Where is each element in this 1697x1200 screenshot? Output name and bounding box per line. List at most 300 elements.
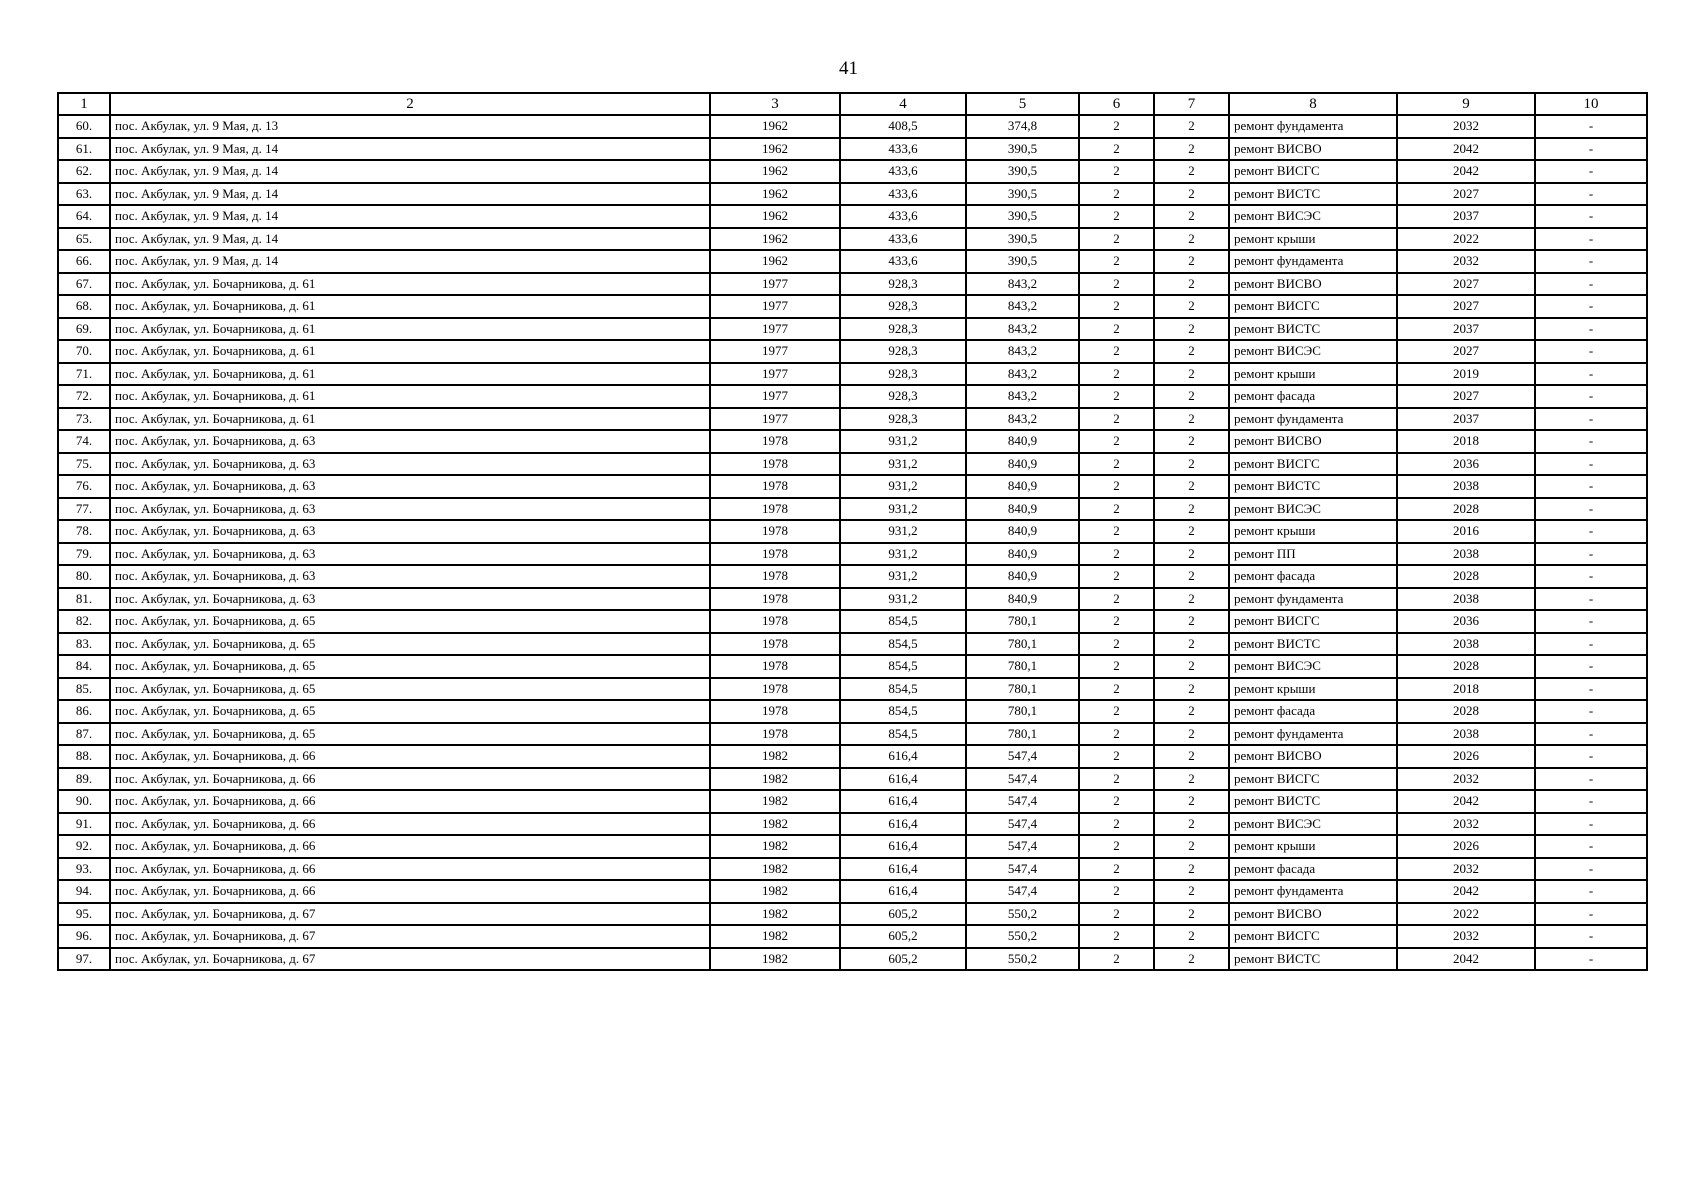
address-cell: пос. Акбулак, ул. Бочарникова, д. 65 bbox=[110, 723, 710, 746]
address-cell: пос. Акбулак, ул. Бочарникова, д. 66 bbox=[110, 813, 710, 836]
floors-cell: 2 bbox=[1079, 790, 1154, 813]
entrances-cell: 2 bbox=[1154, 723, 1229, 746]
address-cell: пос. Акбулак, ул. Бочарникова, д. 65 bbox=[110, 700, 710, 723]
entrances-cell: 2 bbox=[1154, 228, 1229, 251]
row-number-cell: 92. bbox=[58, 835, 110, 858]
page-number: 41 bbox=[839, 58, 858, 79]
floors-cell: 2 bbox=[1079, 430, 1154, 453]
note-cell: - bbox=[1535, 925, 1647, 948]
work-type-cell: ремонт фундамента bbox=[1229, 250, 1397, 273]
year-built-cell: 1978 bbox=[710, 475, 840, 498]
living-area-cell: 780,1 bbox=[966, 723, 1079, 746]
year-built-cell: 1982 bbox=[710, 903, 840, 926]
note-cell: - bbox=[1535, 408, 1647, 431]
year-built-cell: 1982 bbox=[710, 880, 840, 903]
work-type-cell: ремонт ВИСГС bbox=[1229, 453, 1397, 476]
table-row bbox=[58, 903, 1647, 926]
column-header: 5 bbox=[966, 93, 1079, 115]
note-cell: - bbox=[1535, 385, 1647, 408]
floors-cell: 2 bbox=[1079, 183, 1154, 206]
entrances-cell: 2 bbox=[1154, 633, 1229, 656]
living-area-cell: 547,4 bbox=[966, 835, 1079, 858]
work-type-cell: ремонт ВИСГС bbox=[1229, 925, 1397, 948]
table-row bbox=[58, 475, 1647, 498]
year-built-cell: 1977 bbox=[710, 408, 840, 431]
work-type-cell: ремонт фундамента bbox=[1229, 408, 1397, 431]
total-area-cell: 605,2 bbox=[840, 948, 966, 971]
total-area-cell: 931,2 bbox=[840, 520, 966, 543]
note-cell: - bbox=[1535, 768, 1647, 791]
row-number-cell: 73. bbox=[58, 408, 110, 431]
note-cell: - bbox=[1535, 790, 1647, 813]
floors-cell: 2 bbox=[1079, 475, 1154, 498]
entrances-cell: 2 bbox=[1154, 498, 1229, 521]
table-row bbox=[58, 565, 1647, 588]
table-row bbox=[58, 340, 1647, 363]
work-type-cell: ремонт крыши bbox=[1229, 363, 1397, 386]
entrances-cell: 2 bbox=[1154, 475, 1229, 498]
row-number-cell: 79. bbox=[58, 543, 110, 566]
year-built-cell: 1978 bbox=[710, 610, 840, 633]
floors-cell: 2 bbox=[1079, 205, 1154, 228]
note-cell: - bbox=[1535, 858, 1647, 881]
table-row bbox=[58, 768, 1647, 791]
table-row bbox=[58, 678, 1647, 701]
row-number-cell: 71. bbox=[58, 363, 110, 386]
work-type-cell: ремонт ПП bbox=[1229, 543, 1397, 566]
address-cell: пос. Акбулак, ул. Бочарникова, д. 63 bbox=[110, 520, 710, 543]
living-area-cell: 390,5 bbox=[966, 205, 1079, 228]
row-number-cell: 64. bbox=[58, 205, 110, 228]
address-cell: пос. Акбулак, ул. Бочарникова, д. 61 bbox=[110, 408, 710, 431]
row-number-cell: 91. bbox=[58, 813, 110, 836]
row-number-cell: 96. bbox=[58, 925, 110, 948]
row-number-cell: 94. bbox=[58, 880, 110, 903]
entrances-cell: 2 bbox=[1154, 295, 1229, 318]
total-area-cell: 616,4 bbox=[840, 880, 966, 903]
row-number-cell: 97. bbox=[58, 948, 110, 971]
total-area-cell: 433,6 bbox=[840, 205, 966, 228]
planned-year-cell: 2038 bbox=[1397, 475, 1535, 498]
address-cell: пос. Акбулак, ул. Бочарникова, д. 63 bbox=[110, 565, 710, 588]
note-cell: - bbox=[1535, 678, 1647, 701]
note-cell: - bbox=[1535, 205, 1647, 228]
floors-cell: 2 bbox=[1079, 520, 1154, 543]
column-header: 2 bbox=[110, 93, 710, 115]
living-area-cell: 780,1 bbox=[966, 700, 1079, 723]
table-row bbox=[58, 183, 1647, 206]
table-row bbox=[58, 273, 1647, 296]
floors-cell: 2 bbox=[1079, 363, 1154, 386]
table-row bbox=[58, 520, 1647, 543]
address-cell: пос. Акбулак, ул. 9 Мая, д. 14 bbox=[110, 138, 710, 161]
work-type-cell: ремонт крыши bbox=[1229, 835, 1397, 858]
total-area-cell: 931,2 bbox=[840, 543, 966, 566]
year-built-cell: 1978 bbox=[710, 700, 840, 723]
year-built-cell: 1977 bbox=[710, 340, 840, 363]
planned-year-cell: 2022 bbox=[1397, 228, 1535, 251]
row-number-cell: 65. bbox=[58, 228, 110, 251]
entrances-cell: 2 bbox=[1154, 745, 1229, 768]
total-area-cell: 928,3 bbox=[840, 273, 966, 296]
floors-cell: 2 bbox=[1079, 633, 1154, 656]
floors-cell: 2 bbox=[1079, 813, 1154, 836]
planned-year-cell: 2042 bbox=[1397, 948, 1535, 971]
planned-year-cell: 2037 bbox=[1397, 408, 1535, 431]
total-area-cell: 433,6 bbox=[840, 228, 966, 251]
entrances-cell: 2 bbox=[1154, 205, 1229, 228]
living-area-cell: 840,9 bbox=[966, 565, 1079, 588]
floors-cell: 2 bbox=[1079, 543, 1154, 566]
total-area-cell: 931,2 bbox=[840, 588, 966, 611]
address-cell: пос. Акбулак, ул. Бочарникова, д. 65 bbox=[110, 633, 710, 656]
note-cell: - bbox=[1535, 610, 1647, 633]
address-cell: пос. Акбулак, ул. Бочарникова, д. 66 bbox=[110, 790, 710, 813]
year-built-cell: 1962 bbox=[710, 115, 840, 138]
floors-cell: 2 bbox=[1079, 678, 1154, 701]
year-built-cell: 1982 bbox=[710, 925, 840, 948]
living-area-cell: 547,4 bbox=[966, 813, 1079, 836]
column-header: 7 bbox=[1154, 93, 1229, 115]
table-row bbox=[58, 385, 1647, 408]
table-row bbox=[58, 858, 1647, 881]
planned-year-cell: 2022 bbox=[1397, 903, 1535, 926]
living-area-cell: 780,1 bbox=[966, 678, 1079, 701]
total-area-cell: 931,2 bbox=[840, 453, 966, 476]
floors-cell: 2 bbox=[1079, 655, 1154, 678]
table-row bbox=[58, 745, 1647, 768]
planned-year-cell: 2036 bbox=[1397, 453, 1535, 476]
total-area-cell: 931,2 bbox=[840, 475, 966, 498]
work-type-cell: ремонт крыши bbox=[1229, 520, 1397, 543]
living-area-cell: 843,2 bbox=[966, 408, 1079, 431]
table-row bbox=[58, 250, 1647, 273]
planned-year-cell: 2042 bbox=[1397, 160, 1535, 183]
entrances-cell: 2 bbox=[1154, 273, 1229, 296]
row-number-cell: 82. bbox=[58, 610, 110, 633]
row-number-cell: 81. bbox=[58, 588, 110, 611]
row-number-cell: 77. bbox=[58, 498, 110, 521]
entrances-cell: 2 bbox=[1154, 318, 1229, 341]
floors-cell: 2 bbox=[1079, 160, 1154, 183]
planned-year-cell: 2027 bbox=[1397, 295, 1535, 318]
entrances-cell: 2 bbox=[1154, 520, 1229, 543]
table-row bbox=[58, 610, 1647, 633]
total-area-cell: 433,6 bbox=[840, 160, 966, 183]
address-cell: пос. Акбулак, ул. 9 Мая, д. 14 bbox=[110, 160, 710, 183]
work-type-cell: ремонт ВИСГС bbox=[1229, 160, 1397, 183]
table-row bbox=[58, 453, 1647, 476]
living-area-cell: 547,4 bbox=[966, 768, 1079, 791]
planned-year-cell: 2027 bbox=[1397, 183, 1535, 206]
floors-cell: 2 bbox=[1079, 318, 1154, 341]
year-built-cell: 1962 bbox=[710, 183, 840, 206]
address-cell: пос. Акбулак, ул. 9 Мая, д. 13 bbox=[110, 115, 710, 138]
planned-year-cell: 2038 bbox=[1397, 633, 1535, 656]
year-built-cell: 1978 bbox=[710, 565, 840, 588]
total-area-cell: 854,5 bbox=[840, 678, 966, 701]
table-row bbox=[58, 633, 1647, 656]
entrances-cell: 2 bbox=[1154, 835, 1229, 858]
total-area-cell: 854,5 bbox=[840, 610, 966, 633]
total-area-cell: 433,6 bbox=[840, 138, 966, 161]
row-number-cell: 84. bbox=[58, 655, 110, 678]
note-cell: - bbox=[1535, 565, 1647, 588]
planned-year-cell: 2032 bbox=[1397, 768, 1535, 791]
note-cell: - bbox=[1535, 363, 1647, 386]
table-row bbox=[58, 115, 1647, 138]
planned-year-cell: 2038 bbox=[1397, 723, 1535, 746]
work-type-cell: ремонт ВИСЭС bbox=[1229, 655, 1397, 678]
row-number-cell: 76. bbox=[58, 475, 110, 498]
year-built-cell: 1977 bbox=[710, 318, 840, 341]
entrances-cell: 2 bbox=[1154, 655, 1229, 678]
column-number-header-row bbox=[58, 93, 1647, 115]
total-area-cell: 605,2 bbox=[840, 925, 966, 948]
living-area-cell: 843,2 bbox=[966, 273, 1079, 296]
note-cell: - bbox=[1535, 453, 1647, 476]
address-cell: пос. Акбулак, ул. Бочарникова, д. 61 bbox=[110, 340, 710, 363]
total-area-cell: 616,4 bbox=[840, 768, 966, 791]
entrances-cell: 2 bbox=[1154, 430, 1229, 453]
row-number-cell: 86. bbox=[58, 700, 110, 723]
floors-cell: 2 bbox=[1079, 385, 1154, 408]
floors-cell: 2 bbox=[1079, 228, 1154, 251]
work-type-cell: ремонт фундамента bbox=[1229, 588, 1397, 611]
year-built-cell: 1978 bbox=[710, 520, 840, 543]
address-cell: пос. Акбулак, ул. Бочарникова, д. 61 bbox=[110, 295, 710, 318]
address-cell: пос. Акбулак, ул. Бочарникова, д. 66 bbox=[110, 835, 710, 858]
floors-cell: 2 bbox=[1079, 610, 1154, 633]
table-row bbox=[58, 723, 1647, 746]
planned-year-cell: 2036 bbox=[1397, 610, 1535, 633]
table-row bbox=[58, 880, 1647, 903]
total-area-cell: 928,3 bbox=[840, 363, 966, 386]
living-area-cell: 840,9 bbox=[966, 520, 1079, 543]
planned-year-cell: 2037 bbox=[1397, 205, 1535, 228]
planned-year-cell: 2027 bbox=[1397, 385, 1535, 408]
address-cell: пос. Акбулак, ул. 9 Мая, д. 14 bbox=[110, 205, 710, 228]
floors-cell: 2 bbox=[1079, 340, 1154, 363]
table-row bbox=[58, 295, 1647, 318]
planned-year-cell: 2038 bbox=[1397, 588, 1535, 611]
address-cell: пос. Акбулак, ул. Бочарникова, д. 61 bbox=[110, 318, 710, 341]
note-cell: - bbox=[1535, 835, 1647, 858]
column-header: 3 bbox=[710, 93, 840, 115]
table-row bbox=[58, 498, 1647, 521]
table-row bbox=[58, 700, 1647, 723]
address-cell: пос. Акбулак, ул. Бочарникова, д. 66 bbox=[110, 858, 710, 881]
entrances-cell: 2 bbox=[1154, 610, 1229, 633]
entrances-cell: 2 bbox=[1154, 948, 1229, 971]
address-cell: пос. Акбулак, ул. Бочарникова, д. 63 bbox=[110, 475, 710, 498]
total-area-cell: 931,2 bbox=[840, 430, 966, 453]
total-area-cell: 928,3 bbox=[840, 408, 966, 431]
year-built-cell: 1978 bbox=[710, 543, 840, 566]
note-cell: - bbox=[1535, 520, 1647, 543]
column-header: 6 bbox=[1079, 93, 1154, 115]
entrances-cell: 2 bbox=[1154, 565, 1229, 588]
entrances-cell: 2 bbox=[1154, 768, 1229, 791]
table-body bbox=[58, 115, 1647, 970]
entrances-cell: 2 bbox=[1154, 183, 1229, 206]
address-cell: пос. Акбулак, ул. Бочарникова, д. 66 bbox=[110, 768, 710, 791]
table-row bbox=[58, 655, 1647, 678]
column-header: 9 bbox=[1397, 93, 1535, 115]
entrances-cell: 2 bbox=[1154, 250, 1229, 273]
entrances-cell: 2 bbox=[1154, 588, 1229, 611]
planned-year-cell: 2028 bbox=[1397, 700, 1535, 723]
note-cell: - bbox=[1535, 273, 1647, 296]
planned-year-cell: 2027 bbox=[1397, 340, 1535, 363]
address-cell: пос. Акбулак, ул. Бочарникова, д. 61 bbox=[110, 273, 710, 296]
year-built-cell: 1978 bbox=[710, 453, 840, 476]
row-number-cell: 72. bbox=[58, 385, 110, 408]
address-cell: пос. Акбулак, ул. Бочарникова, д. 63 bbox=[110, 588, 710, 611]
year-built-cell: 1978 bbox=[710, 498, 840, 521]
planned-year-cell: 2018 bbox=[1397, 430, 1535, 453]
year-built-cell: 1962 bbox=[710, 205, 840, 228]
planned-year-cell: 2016 bbox=[1397, 520, 1535, 543]
work-type-cell: ремонт фасада bbox=[1229, 385, 1397, 408]
work-type-cell: ремонт ВИСТС bbox=[1229, 633, 1397, 656]
year-built-cell: 1978 bbox=[710, 723, 840, 746]
entrances-cell: 2 bbox=[1154, 700, 1229, 723]
table-row bbox=[58, 925, 1647, 948]
total-area-cell: 616,4 bbox=[840, 813, 966, 836]
note-cell: - bbox=[1535, 475, 1647, 498]
entrances-cell: 2 bbox=[1154, 408, 1229, 431]
year-built-cell: 1962 bbox=[710, 250, 840, 273]
living-area-cell: 840,9 bbox=[966, 498, 1079, 521]
planned-year-cell: 2019 bbox=[1397, 363, 1535, 386]
total-area-cell: 854,5 bbox=[840, 655, 966, 678]
planned-year-cell: 2032 bbox=[1397, 858, 1535, 881]
total-area-cell: 854,5 bbox=[840, 633, 966, 656]
living-area-cell: 390,5 bbox=[966, 183, 1079, 206]
work-type-cell: ремонт ВИСГС bbox=[1229, 295, 1397, 318]
living-area-cell: 843,2 bbox=[966, 295, 1079, 318]
floors-cell: 2 bbox=[1079, 880, 1154, 903]
living-area-cell: 780,1 bbox=[966, 633, 1079, 656]
total-area-cell: 854,5 bbox=[840, 700, 966, 723]
living-area-cell: 843,2 bbox=[966, 385, 1079, 408]
floors-cell: 2 bbox=[1079, 565, 1154, 588]
entrances-cell: 2 bbox=[1154, 880, 1229, 903]
work-type-cell: ремонт ВИСВО bbox=[1229, 273, 1397, 296]
work-type-cell: ремонт ВИСВО bbox=[1229, 903, 1397, 926]
living-area-cell: 550,2 bbox=[966, 948, 1079, 971]
table-row bbox=[58, 363, 1647, 386]
year-built-cell: 1982 bbox=[710, 790, 840, 813]
row-number-cell: 74. bbox=[58, 430, 110, 453]
living-area-cell: 840,9 bbox=[966, 453, 1079, 476]
row-number-cell: 68. bbox=[58, 295, 110, 318]
row-number-cell: 85. bbox=[58, 678, 110, 701]
work-type-cell: ремонт фундамента bbox=[1229, 723, 1397, 746]
floors-cell: 2 bbox=[1079, 115, 1154, 138]
row-number-cell: 61. bbox=[58, 138, 110, 161]
living-area-cell: 547,4 bbox=[966, 745, 1079, 768]
planned-year-cell: 2032 bbox=[1397, 813, 1535, 836]
year-built-cell: 1962 bbox=[710, 138, 840, 161]
total-area-cell: 616,4 bbox=[840, 835, 966, 858]
table-row bbox=[58, 835, 1647, 858]
living-area-cell: 780,1 bbox=[966, 655, 1079, 678]
entrances-cell: 2 bbox=[1154, 363, 1229, 386]
table-row bbox=[58, 813, 1647, 836]
address-cell: пос. Акбулак, ул. Бочарникова, д. 65 bbox=[110, 678, 710, 701]
note-cell: - bbox=[1535, 588, 1647, 611]
row-number-cell: 90. bbox=[58, 790, 110, 813]
address-cell: пос. Акбулак, ул. 9 Мая, д. 14 bbox=[110, 183, 710, 206]
work-type-cell: ремонт ВИСВО bbox=[1229, 745, 1397, 768]
note-cell: - bbox=[1535, 318, 1647, 341]
work-type-cell: ремонт ВИСТС bbox=[1229, 948, 1397, 971]
work-type-cell: ремонт ВИСТС bbox=[1229, 790, 1397, 813]
entrances-cell: 2 bbox=[1154, 160, 1229, 183]
column-header: 1 bbox=[58, 93, 110, 115]
address-cell: пос. Акбулак, ул. 9 Мая, д. 14 bbox=[110, 228, 710, 251]
total-area-cell: 433,6 bbox=[840, 183, 966, 206]
note-cell: - bbox=[1535, 700, 1647, 723]
living-area-cell: 840,9 bbox=[966, 543, 1079, 566]
year-built-cell: 1978 bbox=[710, 655, 840, 678]
row-number-cell: 75. bbox=[58, 453, 110, 476]
year-built-cell: 1962 bbox=[710, 228, 840, 251]
entrances-cell: 2 bbox=[1154, 858, 1229, 881]
address-cell: пос. Акбулак, ул. Бочарникова, д. 67 bbox=[110, 903, 710, 926]
work-type-cell: ремонт ВИСВО bbox=[1229, 138, 1397, 161]
planned-year-cell: 2032 bbox=[1397, 925, 1535, 948]
year-built-cell: 1978 bbox=[710, 588, 840, 611]
total-area-cell: 616,4 bbox=[840, 790, 966, 813]
entrances-cell: 2 bbox=[1154, 453, 1229, 476]
floors-cell: 2 bbox=[1079, 138, 1154, 161]
address-cell: пос. Акбулак, ул. Бочарникова, д. 63 bbox=[110, 498, 710, 521]
living-area-cell: 843,2 bbox=[966, 318, 1079, 341]
living-area-cell: 374,8 bbox=[966, 115, 1079, 138]
note-cell: - bbox=[1535, 250, 1647, 273]
year-built-cell: 1982 bbox=[710, 813, 840, 836]
total-area-cell: 931,2 bbox=[840, 565, 966, 588]
entrances-cell: 2 bbox=[1154, 340, 1229, 363]
row-number-cell: 60. bbox=[58, 115, 110, 138]
table-row bbox=[58, 948, 1647, 971]
living-area-cell: 840,9 bbox=[966, 430, 1079, 453]
total-area-cell: 928,3 bbox=[840, 318, 966, 341]
total-area-cell: 408,5 bbox=[840, 115, 966, 138]
work-type-cell: ремонт фасада bbox=[1229, 858, 1397, 881]
work-type-cell: ремонт ВИСТС bbox=[1229, 475, 1397, 498]
living-area-cell: 390,5 bbox=[966, 228, 1079, 251]
table-row bbox=[58, 543, 1647, 566]
work-type-cell: ремонт ВИСВО bbox=[1229, 430, 1397, 453]
floors-cell: 2 bbox=[1079, 453, 1154, 476]
total-area-cell: 854,5 bbox=[840, 723, 966, 746]
address-cell: пос. Акбулак, ул. Бочарникова, д. 67 bbox=[110, 948, 710, 971]
note-cell: - bbox=[1535, 295, 1647, 318]
year-built-cell: 1977 bbox=[710, 385, 840, 408]
living-area-cell: 780,1 bbox=[966, 610, 1079, 633]
row-number-cell: 93. bbox=[58, 858, 110, 881]
planned-year-cell: 2032 bbox=[1397, 250, 1535, 273]
planned-year-cell: 2028 bbox=[1397, 498, 1535, 521]
year-built-cell: 1962 bbox=[710, 160, 840, 183]
planned-year-cell: 2027 bbox=[1397, 273, 1535, 296]
work-type-cell: ремонт фасада bbox=[1229, 565, 1397, 588]
note-cell: - bbox=[1535, 880, 1647, 903]
